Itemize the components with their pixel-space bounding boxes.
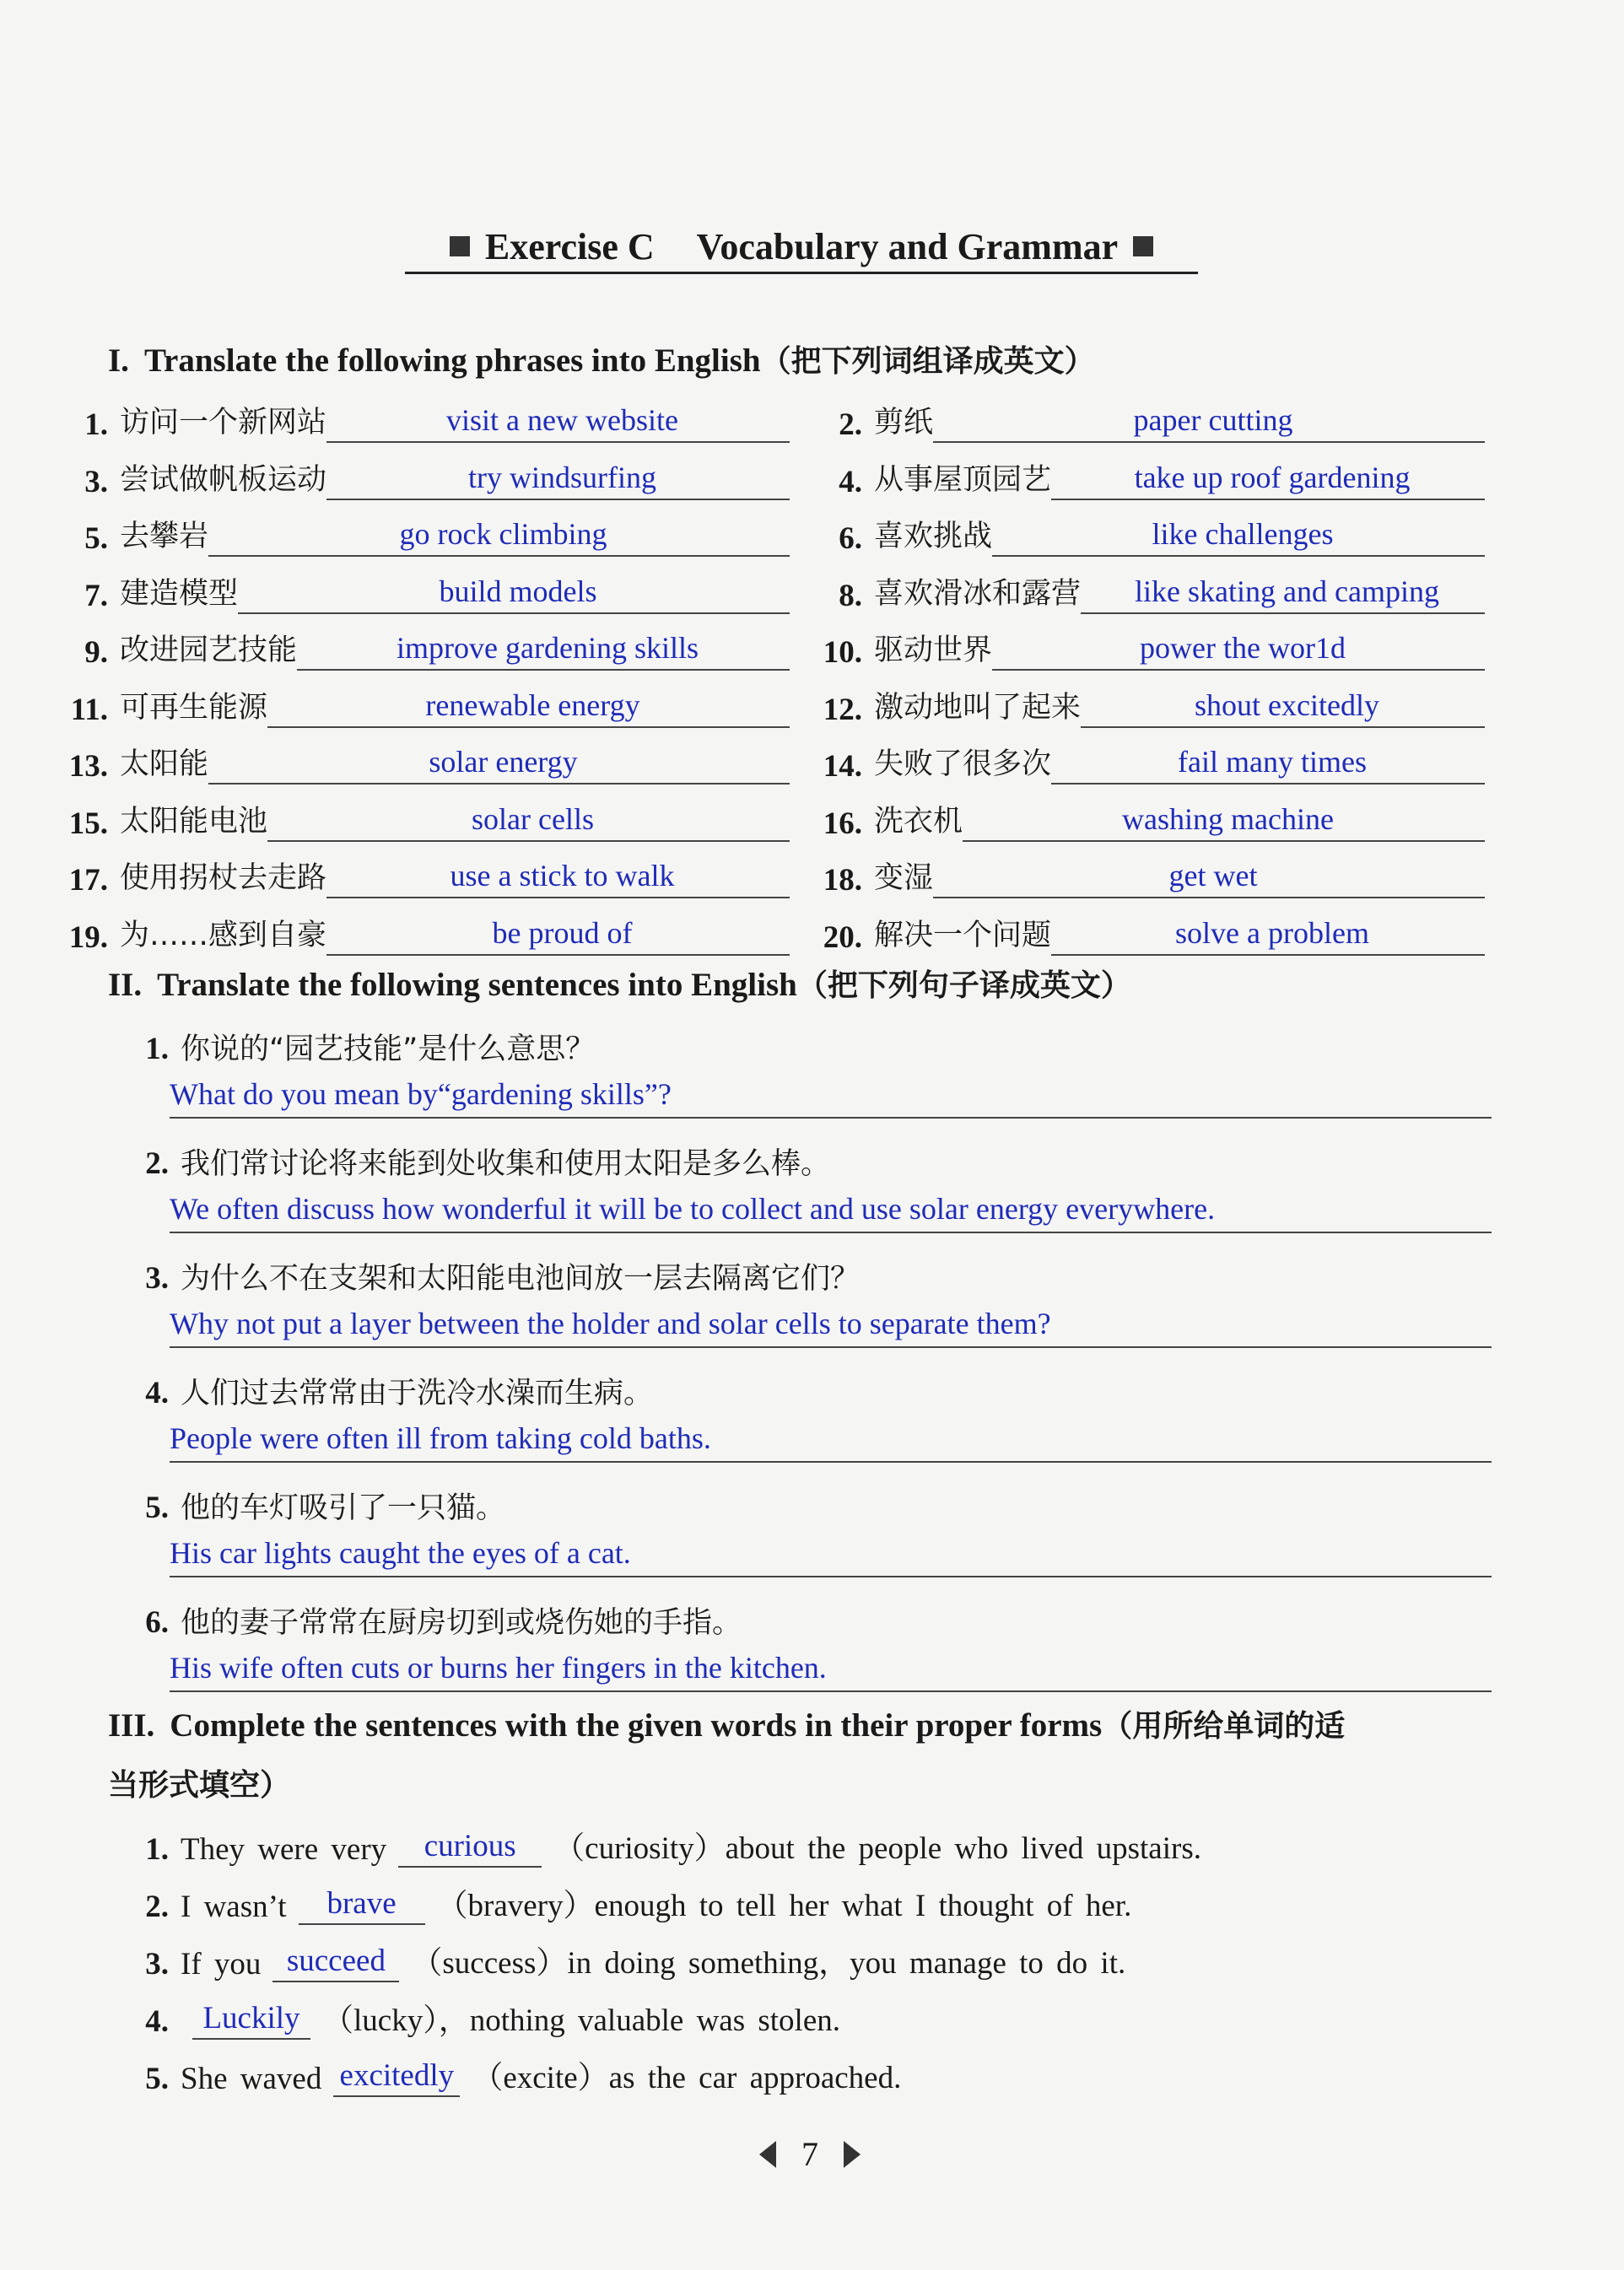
phrase-row	[47, 506, 790, 557]
fill-answer: excitedly	[339, 2058, 455, 2093]
phrase-row	[47, 677, 790, 728]
fill-in-row	[108, 1879, 1131, 1925]
item-number: 6.	[839, 521, 862, 556]
answer-blank[interactable]	[272, 1943, 399, 1982]
phrase-answer: solve a problem	[1175, 915, 1369, 950]
item-number: 4.	[145, 2004, 169, 2039]
answer-line[interactable]	[170, 1076, 1492, 1119]
sentence-item	[108, 1599, 1492, 1692]
item-number: 3.	[145, 1261, 169, 1296]
item-number: 5.	[145, 1491, 169, 1525]
answer-blank[interactable]	[326, 910, 790, 956]
phrase-chinese: 喜欢挑战	[874, 520, 993, 553]
item-number: 4.	[839, 464, 862, 499]
item-number: 3.	[84, 464, 108, 499]
sentence-start: I wasn’t	[181, 1890, 287, 1924]
phrase-chinese: 去攀岩	[120, 520, 209, 553]
phrase-chinese: 从事屋顶园艺	[874, 462, 1052, 497]
exercise-label: Exercise C	[484, 225, 655, 267]
phrase-chinese: 访问一个新网站	[120, 406, 327, 439]
page-number: 7	[801, 2135, 818, 2173]
fill-in-row	[108, 1822, 1201, 1868]
phrase-answer: get wet	[1168, 859, 1258, 892]
phrase-row	[47, 450, 790, 500]
sentence-chinese: 他的车灯吸引了一只猫。	[181, 1491, 506, 1525]
fill-answer: curious	[424, 1829, 516, 1863]
phrase-answer: build models	[439, 574, 597, 608]
phrase-row	[47, 392, 790, 443]
phrase-chinese: 变湿	[874, 861, 934, 895]
answer-blank[interactable]	[1081, 569, 1485, 614]
item-number: 14.	[823, 749, 862, 784]
triangle-left-icon	[759, 2141, 776, 2168]
phrase-answer: renewable energy	[425, 687, 640, 722]
item-number: 10.	[823, 635, 862, 670]
phrase-row	[801, 677, 1485, 728]
sentence-item	[108, 1140, 1492, 1233]
answer-line[interactable]	[170, 1421, 1492, 1463]
phrase-answer: be proud of	[492, 915, 633, 950]
item-number: 20.	[823, 919, 862, 955]
sentence-answer: People were often ill from taking cold baths.	[170, 1421, 711, 1455]
answer-blank[interactable]	[1051, 455, 1485, 500]
item-number: 6.	[145, 1605, 169, 1640]
sentence-start: She waved	[181, 2062, 322, 2096]
answer-blank[interactable]	[299, 1885, 425, 1925]
sentence-answer: His wife often cuts or burns her fingers in the kitchen.	[170, 1651, 827, 1685]
sentence-end: （bravery）enough to tell her what I thought of her.	[436, 1889, 1132, 1923]
phrase-row	[801, 563, 1485, 614]
item-number: 9.	[84, 635, 108, 670]
sentence-chinese: 我们常讨论将来能到处收集和使用太阳是多么棒。	[181, 1147, 831, 1181]
item-number: 19.	[68, 919, 108, 955]
phrase-answer: paper cutting	[1133, 403, 1293, 437]
item-number: 5.	[145, 2062, 169, 2096]
section-2-heading: II. Translate the following sentences into English（把下列句子译成英文）	[108, 967, 1131, 1003]
answer-blank[interactable]	[267, 682, 790, 728]
item-number: 7.	[84, 578, 108, 613]
answer-blank[interactable]	[238, 569, 790, 614]
phrase-chinese: 剪纸	[874, 406, 934, 439]
phrase-row	[801, 848, 1485, 898]
item-number: 11.	[70, 692, 108, 727]
phrase-row	[801, 392, 1485, 443]
answer-line[interactable]	[170, 1535, 1492, 1577]
phrase-row	[801, 620, 1485, 671]
answer-blank[interactable]	[208, 739, 790, 785]
answer-blank[interactable]	[992, 625, 1485, 671]
exercise-topic: Vocabulary and Grammar	[696, 225, 1119, 267]
answer-blank[interactable]	[297, 625, 790, 671]
fill-answer: Luckily	[202, 2001, 300, 2035]
phrase-answer: take up roof gardening	[1134, 460, 1411, 494]
phrase-chinese: 为……感到自豪	[120, 918, 327, 952]
answer-blank[interactable]	[992, 511, 1485, 557]
sentence-end: （lucky），nothing valuable was stolen.	[322, 2003, 841, 2038]
phrase-row	[801, 905, 1485, 956]
phrase-answer: use a stick to walk	[450, 859, 675, 892]
phrase-chinese: 使用拐杖去走路	[120, 861, 327, 895]
phrase-answer: solar cells	[472, 801, 594, 836]
fill-answer: succeed	[286, 1944, 386, 1978]
phrase-answer: like skating and camping	[1135, 574, 1439, 608]
page-footer	[726, 2134, 894, 2174]
phrase-chinese: 喜欢滑冰和露营	[874, 576, 1082, 611]
square-bullet-icon	[450, 236, 470, 256]
phrase-row	[47, 620, 790, 671]
sentence-start: They were very	[181, 1832, 387, 1867]
answer-blank[interactable]	[326, 455, 790, 500]
sentence-item	[108, 1370, 1492, 1463]
sentence-answer: His car lights caught the eyes of a cat.	[170, 1536, 631, 1570]
item-number: 17.	[68, 863, 108, 898]
item-number: 1.	[145, 1832, 169, 1867]
square-bullet-icon	[1133, 236, 1153, 256]
phrase-row	[801, 734, 1485, 785]
answer-line[interactable]	[170, 1191, 1492, 1233]
sentence-end: （success）in doing something，you manage to do it.	[411, 1946, 1126, 1981]
item-number: 2.	[145, 1890, 169, 1924]
phrase-answer: improve gardening skills	[397, 631, 699, 665]
answer-blank[interactable]	[963, 796, 1485, 842]
answer-blank[interactable]	[326, 397, 790, 443]
sentence-answer: Why not put a layer between the holder and solar cells to separate them?	[170, 1307, 1051, 1340]
phrase-answer: like challenges	[1152, 517, 1334, 551]
sentence-chinese: 人们过去常常由于洗冷水澡而生病。	[181, 1377, 654, 1410]
sentence-answer: What do you mean by“gardening skills”?	[170, 1077, 672, 1111]
phrase-chinese: 可再生能源	[120, 690, 268, 725]
phrase-row	[47, 791, 790, 842]
phrase-row	[47, 905, 790, 956]
phrase-row	[47, 563, 790, 614]
fill-in-row	[108, 1937, 1125, 1982]
answer-blank[interactable]	[398, 1828, 542, 1868]
answer-blank[interactable]	[333, 2057, 460, 2097]
phrase-chinese: 驱动世界	[874, 634, 993, 667]
phrase-row	[47, 848, 790, 898]
answer-blank[interactable]	[192, 2000, 310, 2040]
phrase-row	[801, 791, 1485, 842]
answer-blank[interactable]	[1051, 739, 1485, 785]
item-number: 15.	[68, 806, 108, 841]
phrase-chinese: 洗衣机	[874, 804, 963, 838]
item-number: 18.	[823, 863, 862, 898]
item-number: 13.	[68, 749, 108, 784]
answer-blank[interactable]	[933, 397, 1485, 443]
phrase-answer: washing machine	[1122, 801, 1334, 836]
item-number: 5.	[84, 521, 108, 556]
phrase-answer: solar energy	[429, 745, 578, 779]
item-number: 8.	[839, 578, 862, 613]
phrase-chinese: 太阳能	[120, 747, 209, 781]
sentence-chinese: 他的妻子常常在厨房切到或烧伤她的手指。	[181, 1606, 742, 1640]
phrase-answer: shout excitedly	[1195, 687, 1379, 722]
item-number: 1.	[145, 1032, 169, 1066]
item-number: 3.	[145, 1947, 169, 1982]
phrase-chinese: 尝试做帆板运动	[120, 462, 327, 497]
phrase-chinese: 失败了很多次	[874, 747, 1052, 781]
phrase-chinese: 建造模型	[120, 576, 239, 611]
answer-blank[interactable]	[267, 796, 790, 842]
section-1-heading: I. Translate the following phrases into English（把下列词组译成英文）	[108, 342, 1095, 379]
answer-blank[interactable]	[326, 853, 790, 898]
phrase-chinese: 激动地叫了起来	[874, 690, 1082, 725]
sentence-start: If you	[181, 1947, 262, 1982]
answer-blank[interactable]	[1051, 910, 1485, 956]
phrase-chinese: 改进园艺技能	[120, 634, 298, 667]
sentence-chinese: 为什么不在支架和太阳能电池间放一层去隔离它们？	[181, 1262, 861, 1296]
phrase-row	[47, 734, 790, 785]
answer-line[interactable]	[170, 1650, 1492, 1692]
sentence-end: （excite）as the car approached.	[472, 2061, 902, 2095]
exercise-title	[405, 221, 1198, 274]
section-3-heading-cont: 当形式填空）	[108, 1768, 291, 1803]
answer-blank[interactable]	[1081, 682, 1485, 728]
item-number: 2.	[839, 407, 862, 442]
sentence-item	[108, 1026, 1492, 1119]
item-number: 4.	[145, 1376, 169, 1410]
sentence-item	[108, 1255, 1492, 1348]
triangle-right-icon	[844, 2141, 861, 2168]
sentence-item	[108, 1485, 1492, 1577]
fill-in-row	[108, 2052, 901, 2097]
phrase-answer: fail many times	[1178, 745, 1367, 779]
fill-answer: brave	[326, 1886, 397, 1921]
item-number: 2.	[145, 1146, 169, 1181]
phrase-chinese: 太阳能电池	[120, 804, 268, 838]
phrase-answer: visit a new website	[446, 403, 678, 437]
answer-blank[interactable]	[933, 853, 1485, 898]
fill-in-row	[108, 1994, 840, 2040]
section-3-heading: III. Complete the sentences with the given words in their proper forms（用所给单词的适	[108, 1707, 1346, 1744]
item-number: 1.	[84, 407, 108, 442]
sentence-answer: We often discuss how wonderful it will be to collect and use solar energy everywhere.	[170, 1192, 1216, 1226]
phrase-answer: power the wor1d	[1140, 631, 1346, 665]
phrase-chinese: 解决一个问题	[874, 918, 1052, 952]
sentence-chinese: 你说的“园艺技能”是什么意思？	[181, 1033, 596, 1066]
phrase-row	[801, 506, 1485, 557]
phrase-row	[801, 450, 1485, 500]
phrase-answer: go rock climbing	[399, 517, 607, 551]
sentence-end: （curiosity）about the people who lived upstairs.	[553, 1831, 1201, 1866]
answer-blank[interactable]	[208, 511, 790, 557]
item-number: 12.	[823, 692, 862, 727]
item-number: 16.	[823, 806, 862, 841]
phrase-answer: try windsurfing	[468, 460, 656, 494]
answer-line[interactable]	[170, 1306, 1492, 1348]
